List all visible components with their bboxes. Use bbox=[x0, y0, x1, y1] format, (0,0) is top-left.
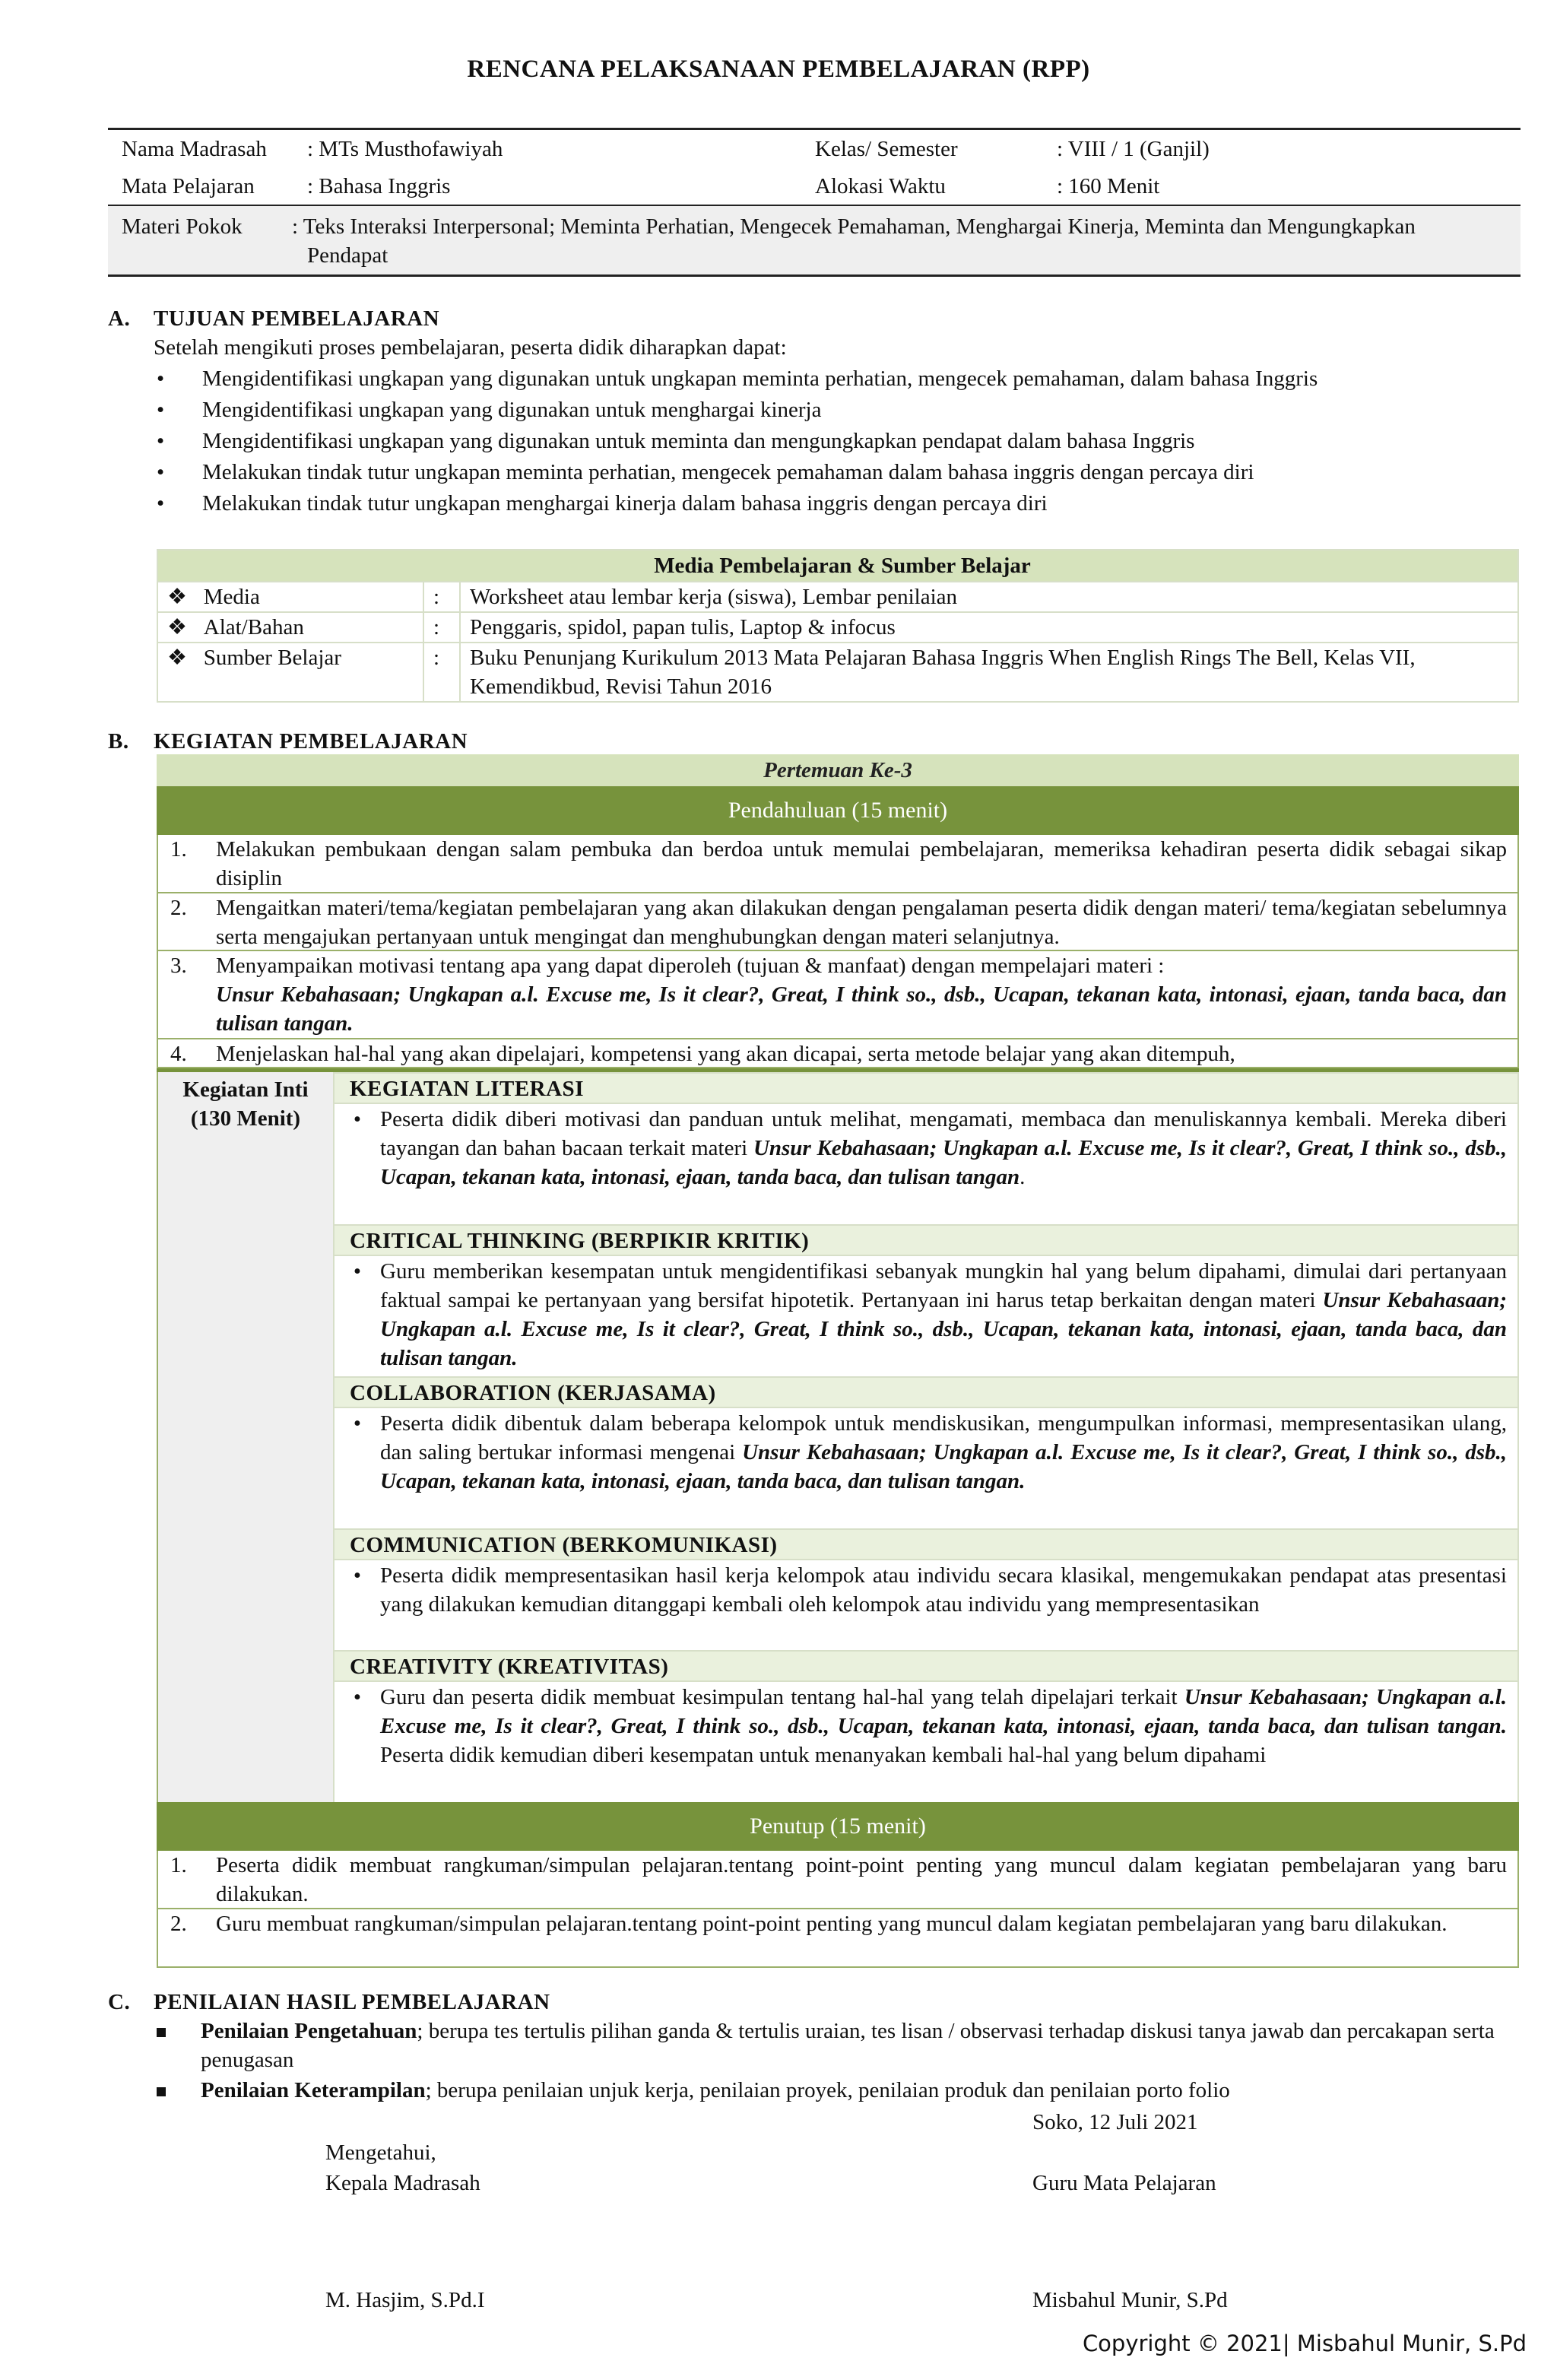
table-row: 3. Menyampaikan motivasi tentang apa yang dapat diperoleh (tujuan & manfaat) dengan mempelajari materi : Unsur Kebahasaan; Ungkapan a.l. Excuse me, Is it clear?, Great, I think so., dsb., Ucapan, tekanan kata, intonasi, ejaan, tanda baca, dan tulisan tangan. bbox=[157, 951, 1519, 1039]
bullet-icon: • bbox=[157, 367, 165, 391]
identity-row bbox=[108, 130, 1521, 167]
colon-cell: : bbox=[423, 612, 460, 643]
comm-heading: COMMUNICATION (BERKOMUNIKASI) bbox=[333, 1528, 1519, 1560]
copyright-notice: Copyright © 2021| Misbahul Munir, S.Pd bbox=[1082, 2331, 1527, 2356]
kegiatan-inti-label: Kegiatan Inti (130 Menit) bbox=[157, 1072, 333, 1802]
section-title: KEGIATAN PEMBELAJARAN bbox=[154, 729, 468, 754]
mapel-value: : Bahasa Inggris bbox=[307, 173, 451, 198]
table-row: 2. Mengaitkan materi/tema/kegiatan pembelajaran yang akan dilakukan dengan pengalaman peserta didik dengan materi/ tema/kegiatan sebelumnya serta mengajukan pertanyaan untuk mengingat dan menghubungkan dengan materi selanjutnya. bbox=[157, 893, 1519, 951]
table-row: 1. Peserta didik membuat rangkuman/simpulan pelajaran.tentang point-point penting yang muncul dalam kegiatan pembelajaran yang baru dilakukan. bbox=[157, 1851, 1519, 1909]
guru-label: Guru Mata Pelajaran bbox=[1032, 2171, 1216, 2195]
table-row: 4. Menjelaskan hal-hal yang akan dipelajari, kompetensi yang akan dicapai, serta metode belajar yang akan ditempuh, bbox=[157, 1039, 1519, 1068]
square-bullet-icon bbox=[157, 2087, 166, 2096]
creat-heading: CREATIVITY (KREATIVITAS) bbox=[333, 1650, 1519, 1682]
critical-heading: CRITICAL THINKING (BERPIKIR KRITIK) bbox=[333, 1224, 1519, 1256]
media-value-cell: Buku Penunjang Kurikulum 2013 Mata Pelajaran Bahasa Inggris When English Rings The Bell, Kelas VII, Kemendikbud, Revisi Tahun 2016 bbox=[460, 643, 1518, 702]
section-b-heading bbox=[108, 727, 468, 756]
collab-heading: COLLABORATION (KERJASAMA) bbox=[333, 1376, 1519, 1408]
critical-body: • Guru memberikan kesempatan untuk mengidentifikasi sebanyak mungkin hal yang belum dipahami, dimulai dari pertanyaan faktual sampai ke pertanyaan yang bersifat hipotetik. Pertanyaan ini harus tetap berkaitan dengan materi Unsur Kebahasaan; Ungkapan a.l. Excuse me, Is it clear?, Great, I think so., dsb., Ucapan, tekanan kata, intonasi, ejaan, tanda baca, dan tulisan tangan. bbox=[333, 1256, 1519, 1376]
bullet-icon: • bbox=[157, 460, 165, 484]
materi-row bbox=[108, 205, 1521, 274]
section-title: TUJUAN PEMBELAJARAN bbox=[154, 306, 440, 331]
bullet-icon: • bbox=[353, 1685, 362, 1709]
list-item: • Mengidentifikasi ungkapan yang digunakan untuk meminta dan mengungkapkan pendapat dalam bahasa Inggris bbox=[157, 427, 1525, 458]
table-row: 2. Guru membuat rangkuman/simpulan pelajaran.tentang point-point penting yang muncul dalam kegiatan pembelajaran yang baru dilakukan. bbox=[157, 1909, 1519, 1968]
bullet-icon: • bbox=[157, 429, 165, 453]
section-a-heading bbox=[108, 304, 439, 333]
kepala-name: M. Hasjim, S.Pd.I bbox=[325, 2288, 485, 2312]
page-title: RENCANA PELAKSANAAN PEMBELAJARAN (RPP) bbox=[467, 56, 1090, 83]
bullet-icon: • bbox=[157, 491, 165, 516]
diamond-icon: ❖ bbox=[167, 646, 187, 670]
table-row: 1. Melakukan pembukaan dengan salam pembuka dan berdoa untuk memulai pembelajaran, memeriksa kehadiran peserta didik sebagai sikap disiplin bbox=[157, 835, 1519, 893]
penilaian-item: Penilaian Keterampilan; berupa penilaian unjuk kerja, penilaian proyek, penilaian produk dan penilaian porto folio bbox=[157, 2076, 1521, 2105]
table-row bbox=[157, 643, 1518, 702]
section-letter: A. bbox=[108, 306, 131, 331]
colon-cell: : bbox=[423, 643, 460, 702]
kegiatan-inti bbox=[157, 1068, 1519, 1802]
section-letter: C. bbox=[108, 1990, 131, 2014]
alokasi-value: : 160 Menit bbox=[1057, 173, 1160, 198]
kegiatan-table bbox=[157, 754, 1519, 1968]
materi-value: : Teks Interaksi Interpersonal; Meminta Perhatian, Mengecek Pemahaman, Menghargai Kinerja, Meminta dan Mengungkapkan Pendapat bbox=[292, 214, 1416, 268]
literasi-body: • Peserta didik diberi motivasi dan panduan untuk melihat, mengamati, membaca dan menuliskannya kembali. Mereka diberi tayangan dan bahan bacaan terkait materi Unsur Kebahasaan; Ungkapan a.l. Excuse me, Is it clear?, Great, I think so., dsb., Ucapan, tekanan kata, intonasi, ejaan, tanda baca, dan tulisan tangan. bbox=[333, 1104, 1519, 1224]
square-bullet-icon bbox=[157, 2028, 166, 2037]
place-date: Soko, 12 Juli 2021 bbox=[1032, 2110, 1198, 2134]
alokasi-label: Alokasi Waktu bbox=[815, 173, 946, 198]
mengetahui-label: Mengetahui, bbox=[325, 2140, 436, 2165]
table-row bbox=[157, 612, 1518, 643]
section-c-heading bbox=[108, 1988, 550, 2017]
list-item: • Melakukan tindak tutur ungkapan menghargai kinerja dalam bahasa inggris dengan percaya diri bbox=[157, 489, 1525, 520]
mapel-label: Mata Pelajaran bbox=[122, 173, 255, 198]
kelas-value: : VIII / 1 (Ganjil) bbox=[1057, 136, 1210, 161]
bullet-icon: • bbox=[353, 1563, 362, 1588]
media-table bbox=[157, 549, 1519, 703]
tujuan-list bbox=[157, 364, 1525, 520]
penutup-header: Penutup (15 menit) bbox=[157, 1802, 1519, 1851]
identity-row bbox=[108, 167, 1521, 205]
media-label-cell: ❖ Media bbox=[157, 582, 423, 612]
diamond-icon: ❖ bbox=[167, 585, 187, 609]
section-title: PENILAIAN HASIL PEMBELAJARAN bbox=[154, 1990, 550, 2014]
section-letter: B. bbox=[108, 729, 129, 754]
media-value-cell: Worksheet atau lembar kerja (siswa), Lembar penilaian bbox=[460, 582, 1518, 612]
guru-name: Misbahul Munir, S.Pd bbox=[1032, 2288, 1228, 2312]
penilaian-item: Penilaian Pengetahuan; berupa tes tertulis pilihan ganda & tertulis uraian, tes lisan / observasi terhadap diskusi tanya jawab dan percakapan serta penugasan bbox=[157, 2017, 1521, 2074]
creat-body: • Guru dan peserta didik membuat kesimpulan tentang hal-hal yang telah dipelajari terkait Unsur Kebahasaan; Ungkapan a.l. Excuse me, Is it clear?, Great, I think so., dsb., Ucapan, tekanan kata, intonasi, ejaan, tanda baca, dan tulisan tangan. Peserta didik kemudian diberi kesempatan untuk menanyakan kembali hal-hal yang belum dipahami bbox=[333, 1682, 1519, 1802]
colon-cell: : bbox=[423, 582, 460, 612]
kelas-label: Kelas/ Semester bbox=[815, 136, 958, 161]
comm-body: • Peserta didik mempresentasikan hasil kerja kelompok atau individu secara klasikal, mengemukakan pendapat atas presentasi yang dilakukan kemudian ditanggapi kembali oleh kelompok atau individu yang mempresentasikan bbox=[333, 1560, 1519, 1650]
kegiatan-inti-content bbox=[333, 1072, 1519, 1802]
media-label-cell: ❖ Alat/Bahan bbox=[157, 612, 423, 643]
bullet-icon: • bbox=[157, 398, 165, 422]
bullet-icon: • bbox=[353, 1259, 362, 1284]
diamond-icon: ❖ bbox=[167, 615, 187, 639]
nama-madrasah-label: Nama Madrasah bbox=[122, 136, 267, 161]
list-item: • Melakukan tindak tutur ungkapan meminta perhatian, mengecek pemahaman dalam bahasa inggris dengan percaya diri bbox=[157, 458, 1525, 489]
table-row bbox=[157, 582, 1518, 612]
literasi-heading: KEGIATAN LITERASI bbox=[333, 1072, 1519, 1104]
media-value-cell: Penggaris, spidol, papan tulis, Laptop & infocus bbox=[460, 612, 1518, 643]
tujuan-intro: Setelah mengikuti proses pembelajaran, peserta didik diharapkan dapat: bbox=[154, 335, 787, 360]
pertemuan-header: Pertemuan Ke-3 bbox=[157, 754, 1519, 786]
bullet-icon: • bbox=[353, 1411, 362, 1436]
kepala-label: Kepala Madrasah bbox=[325, 2171, 480, 2195]
list-item: • Mengidentifikasi ungkapan yang digunakan untuk menghargai kinerja bbox=[157, 395, 1525, 427]
pendahuluan-header: Pendahuluan (15 menit) bbox=[157, 786, 1519, 835]
materi-label: Materi Pokok bbox=[122, 214, 243, 239]
collab-body: • Peserta didik dibentuk dalam beberapa kelompok untuk mendiskusikan, mengumpulkan informasi, mempresentasikan ulang, dan saling bertukar informasi mengenai Unsur Kebahasaan; Ungkapan a.l. Excuse me, Is it clear?, Great, I think so., dsb., Ucapan, tekanan kata, intonasi, ejaan, tanda baca, dan tulisan tangan. bbox=[333, 1408, 1519, 1528]
bullet-icon: • bbox=[353, 1107, 362, 1131]
identity-table bbox=[108, 128, 1521, 277]
media-table-header: Media Pembelajaran & Sumber Belajar bbox=[157, 550, 1518, 582]
list-item: • Mengidentifikasi ungkapan yang digunakan untuk ungkapan meminta perhatian, mengecek pemahaman, dalam bahasa Inggris bbox=[157, 364, 1525, 395]
media-label-cell: ❖ Sumber Belajar bbox=[157, 643, 423, 702]
nama-madrasah-value: : MTs Musthofawiyah bbox=[307, 136, 503, 161]
